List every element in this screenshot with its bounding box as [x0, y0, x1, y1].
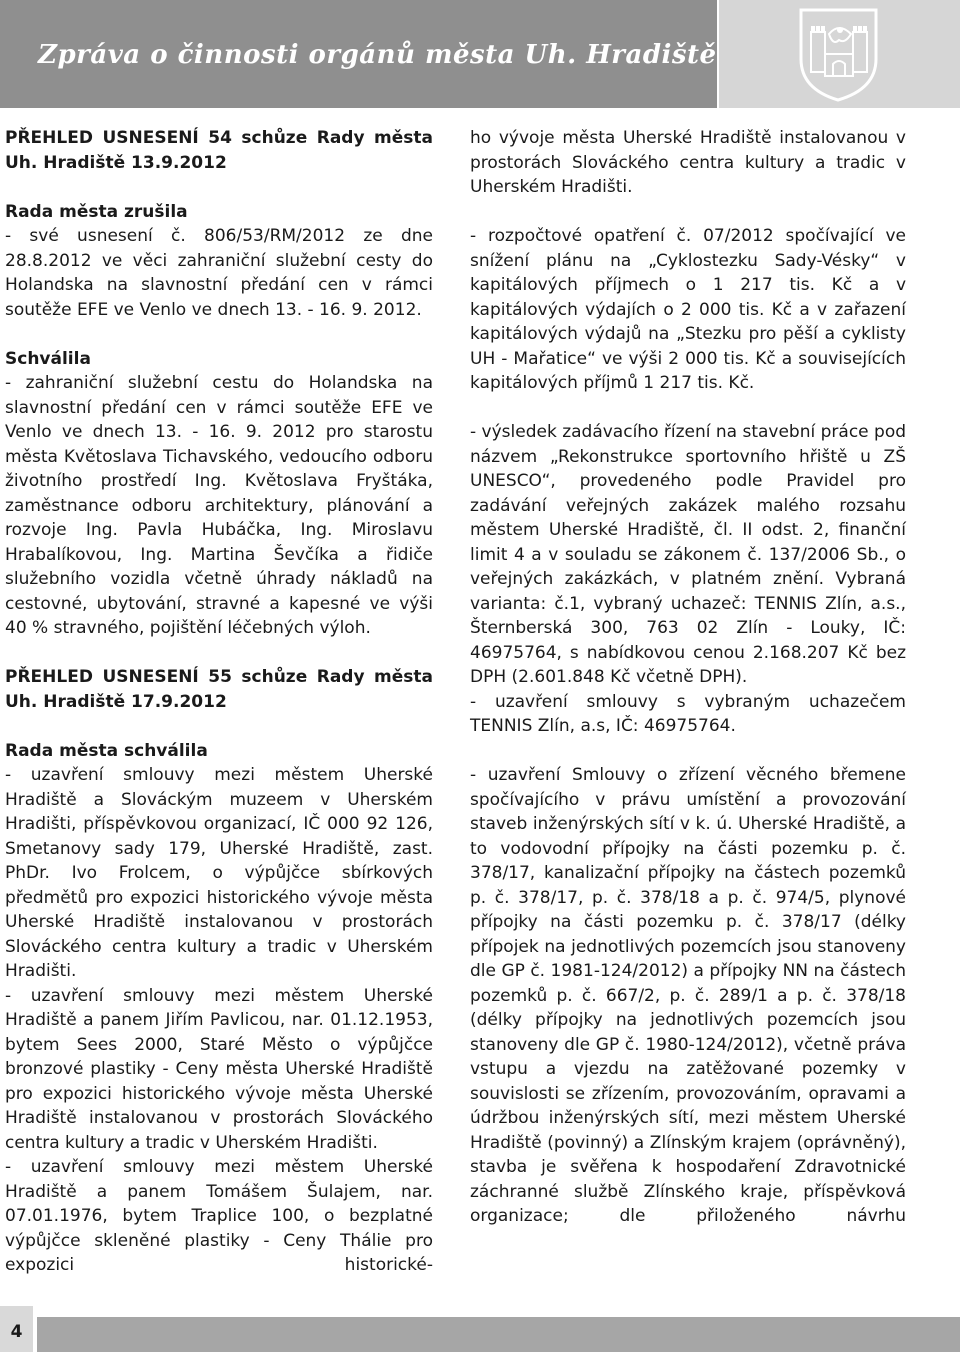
- paragraph-gap: [470, 739, 906, 764]
- page-number: 4: [10, 1322, 23, 1342]
- paragraph-gap: [5, 714, 433, 739]
- crest-box: [719, 0, 960, 108]
- paragraph-gap: [5, 641, 433, 666]
- paragraph-gap: [470, 396, 906, 421]
- paragraph-gap: [5, 175, 433, 200]
- paragraph-gap: [5, 322, 433, 347]
- resolution-paragraph: - zahraniční služební cestu do Holandska na slavnostní předání cen v rámci soutěže EFE ve Venlo ve dnech 13. - 16. 9. 2012 pro starostu města Květoslava Tichavského, vedoucího odboru životního prostředí Ing. Květoslava Fryštáka, zaměstnance odboru architektury, plánování a rozvoje Ing. Pavla Hubáčka, Ing. Miroslavu Hrabalíkovou, Ing. Martina Ševčíka a řidiče služebního vozidla včetně úhrady nákladů na cestovné, ubytování, stravné a kapesné ve výši 40 % stravného, pojištění léčebných výloh.: [5, 373, 433, 638]
- page-title: Zpráva o činnosti orgánů města Uh. Hradiště: [38, 40, 717, 70]
- left-column: [5, 126, 433, 1278]
- resolution-paragraph: - uzavření smlouvy s vybraným uchazečem TENNIS Zlín, a.s, IČ: 46975764.: [470, 691, 906, 736]
- resolution-paragraph: - uzavření smlouvy mezi městem Uherské Hradiště a Slováckým muzeem v Uherském Hradišti, příspěvkovou organizací, IČ 000 92 126, Smetanovy sady 179, Uherské Hradiště, zast. PhDr. Ivo Frolcem, o výpůjčce sbírkových předmětů pro expozici historického vývoje města Uherské Hradiště instalovanou v prostorách Slováckého centra kultury a tradic v Uherském Hradišti.: [5, 765, 433, 981]
- right-column: [470, 126, 906, 1229]
- resolution-paragraph: - rozpočtové opatření č. 07/2012 spočívající ve snížení plánu na „Cyklostezku Sady-Vésky“ v kapitálových příjmech o 1 217 tis. Kč a v kapitálových výdajích o 2 000 tis. Kč a v zařazení kapitálových výdajů na „Stezku pro pěší a cyklisty UH - Mařatice“ ve výši 2 000 tis. Kč a souvisejících kapitálových příjmů 1 217 tis. Kč.: [470, 226, 906, 393]
- section-heading: Rada města schválila: [5, 740, 208, 761]
- footer-bar: [37, 1317, 960, 1352]
- header-band: [0, 0, 717, 108]
- section-heading: PŘEHLED USNESENÍ 55 schůze Rady města Uh. Hradiště 17.9.2012: [5, 667, 433, 712]
- page-header: [0, 0, 960, 108]
- resolution-paragraph: - své usnesení č. 806/53/RM/2012 ze dne 28.8.2012 ve věci zahraniční služební cesty do Holandska na slavnostní předání cen v rámci soutěže EFE ve Venlo ve dnech 13. - 16. 9. 2012.: [5, 226, 433, 320]
- resolution-paragraph: ho vývoje města Uherské Hradiště instalovanou v prostorách Slováckého centra kultury a tradic v Uherském Hradišti.: [470, 128, 906, 197]
- section-heading: Schválila: [5, 348, 91, 369]
- resolution-paragraph: - uzavření smlouvy mezi městem Uherské Hradiště a panem Tomášem Šulajem, nar. 07.01.1976, bytem Traplice 100, o bezplatné výpůjčce skleněné plastiky - Ceny Thálie pro expozici historické-: [5, 1157, 433, 1275]
- town-coat-of-arms-icon: [771, 4, 906, 104]
- paragraph-gap: [470, 200, 906, 225]
- resolution-paragraph: - uzavření Smlouvy o zřízení věcného břemene spočívajícího v právu umístění a provozování staveb inženýrských sítí v k. ú. Uherské Hradiště, a to vodovodní přípojky na části pozemku p. č. 378/17, kanalizační přípojky na částech pozemků p. č. 378/17, p. č. 378/18 a p. č. 974/5, plynové přípojky na části pozemku p. č. 378/17 (délky přípojek na jednotlivých pozemcích jsou stanoveny dle GP č. 1981-124/2012) a přípojky NN na částech pozemků p. č. 667/2, p. č. 289/1 a p. č. 378/18 (délky přípojky na jednotlivých pozemcích jsou stanoveny dle GP č. 1980-124/2012), včetně práva vstupu a vjezdu na zatěžované pozemky v souvislosti se zřízením, provozováním, opravami a údržbou inženýrských sítí, mezi městem Uherské Hradiště (povinný) a Zlínským krajem (oprávněný), stavba je svěřena k hospodaření Zdravotnické záchranné službě Zlínského kraje, příspěvková organizace; dle přiloženého návrhu: [470, 765, 906, 1226]
- section-heading: PŘEHLED USNESENÍ 54 schůze Rady města Uh. Hradiště 13.9.2012: [5, 128, 433, 173]
- resolution-paragraph: - výsledek zadávacího řízení na stavební práce pod názvem „Rekonstrukce sportovního hřiště u ZŠ UNESCO“, provedeného podle Pravidel pro zadávání veřejných zakázek malého rozsahu městem Uherské Hradiště, čl. II odst. 2, finanční limit 4 a v souladu se zákonem č. 137/2006 Sb., o veřejných zakázkách, v platném znění. Vybraná varianta: č.1, vybraný uchazeč: TENNIS Zlín, a.s., Šternberská 300, 763 02 Zlín - Louky, IČ: 46975764, s nabídkovou cenou 2.168.207 Kč bez DPH (2.601.848 Kč včetně DPH).: [470, 422, 907, 687]
- resolution-paragraph: - uzavření smlouvy mezi městem Uherské Hradiště a panem Jiřím Pavlicou, nar. 01.12.1953, bytem Sees 2000, Staré Město o výpůjčce bronzové plastiky - Ceny města Uherské Hradiště pro expozici historického vývoje města Uherské Hradiště instalovanou v prostorách Slováckého centra kultury a tradic v Uherském Hradišti.: [5, 985, 433, 1153]
- section-heading: Rada města zrušila: [5, 201, 188, 222]
